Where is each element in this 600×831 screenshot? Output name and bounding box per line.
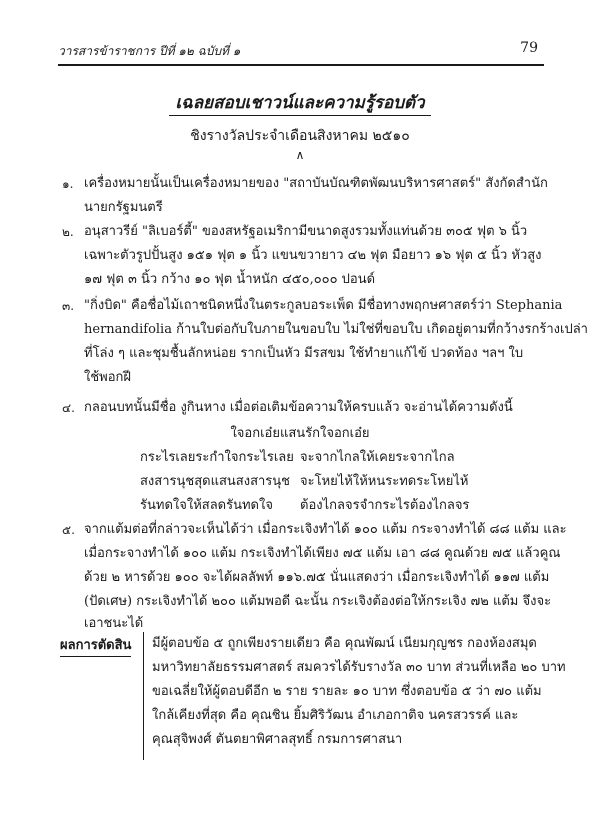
answer-line: ใช้พอกฝี bbox=[84, 370, 132, 385]
result-line: ขอเฉลี่ยให้ผู้ตอบดีอีก ๒ ราย รายละ ๑๐ บาท ซึ่งตอบข้อ ๕ ว่า ๗๐ แต้ม bbox=[152, 684, 542, 699]
answer-line: เมื่อกระจางทำได้ ๑๐๐ แต้ม กระเจิงทำได้เพียง ๗๕ แต้ม เอา ๘๘ คูณด้วย ๗๕ แล้วคูณ bbox=[84, 546, 561, 561]
article-subtitle: ชิงรางวัลประจำเดือนสิงหาคม ๒๕๑๐ bbox=[190, 128, 410, 144]
answer-line: กลอนบทนั้นมีชื่อ งูกินหาง เมื่อต่อเติมข้อความให้ครบแล้ว จะอ่านได้ความดังนี้ bbox=[84, 400, 513, 415]
article-title: เฉลยสอบเชาวน์และความรู้รอบตัว bbox=[0, 89, 600, 116]
answer-number: ๕. bbox=[62, 523, 75, 537]
answer-line: ที่โล่ง ๆ และชุมชื้นลักหน่อย รากเป็นหัว มีรสขม ใช้ทำยาแก้ไข้ ปวดท้อง ฯลฯ ใบ bbox=[84, 346, 524, 361]
poem-verse: จะจากไกลให้เคยระจากไกล bbox=[300, 450, 455, 465]
answer-line: hernandifolia ก้านใบต่อกับใบภายในขอบใบ ไม่ใช่ที่ขอบใบ เกิดอยู่ตามที่กว้างรกร้างเปล่า bbox=[84, 322, 588, 337]
result-line: คุณสุจิพงศ์ ตันตยาพิศาลสุทธิ์ กรมการศาสนา bbox=[152, 732, 403, 747]
poem-verse: กระไรเลยระกำใจกระไรเลย bbox=[140, 450, 294, 465]
answer-line: จากแต้มต่อที่กล่าวจะเห็นได้ว่า เมื่อกระเจิงทำได้ ๑๐๐ แต้ม กระจางทำได้ ๘๘ แต้ม และ bbox=[84, 522, 567, 537]
result-line: มหาวิทยาลัยธรรมศาสตร์ สมควรได้รับรางวัล ๓๐ บาท ส่วนที่เหลือ ๒๐ บาท bbox=[152, 660, 566, 675]
answer-number: ๔. bbox=[62, 401, 75, 415]
header-divider bbox=[58, 64, 544, 66]
journal-title: วารสารข้าราชการ ปีที่ ๑๒ ฉบับที่ ๑ bbox=[58, 44, 241, 58]
answer-number: ๒. bbox=[62, 225, 74, 239]
answer-line: อนุสาวรีย์ "ลิเบอร์ตี้" ของสหรัฐอเมริกามีขนาดสูงรวมทั้งแท่นด้วย ๓๐๕ ฟุต ๖ นิ้ว bbox=[84, 224, 528, 239]
answer-line: เอาชนะได้ bbox=[84, 616, 144, 631]
answer-number: ๓. bbox=[62, 299, 75, 313]
poem-verse: ต้องไกลจรจำกระไรต้องไกลจร bbox=[300, 498, 470, 513]
result-line: มีผู้ตอบข้อ ๕ ถูกเพียงรายเดียว คือ คุณพัฒน์ เนียมกุญชร กองห้องสมุด bbox=[152, 636, 537, 651]
page-number: 79 bbox=[520, 40, 538, 56]
answer-line: ด้วย ๒ หารด้วย ๑๐๐ จะได้ผลลัพท์ ๑๑๖.๗๕ นั่นแสดงว่า เมื่อกระเจิงทำได้ ๑๑๗ แต้ม bbox=[84, 570, 550, 585]
result-divider bbox=[143, 632, 144, 760]
caret-mark: ∧ bbox=[295, 148, 305, 162]
answer-line: "กิ่งบิด" คือชื่อไม้เถาชนิดหนึ่งในตระกูลบอระเพ็ด มีชื่อทางพฤกษศาสตร์ว่า Stephania bbox=[84, 298, 563, 313]
answer-number: ๑. bbox=[62, 177, 74, 191]
poem-verse: จะโหยไห้ให้หนระทดระโหยไห้ bbox=[300, 474, 469, 489]
poem-verse: สงสารนุชสุดแสนสงสารนุช bbox=[140, 474, 290, 489]
answer-line: (ปัดเศษ) กระเจิงทำได้ ๒๐๐ แต้มพอดี ฉะนั้น กระเจิงต้องต่อให้กระเจิง ๗๒ แต้ม จึงจะ bbox=[84, 594, 552, 609]
result-label: ผลการตัดสิน bbox=[60, 634, 131, 657]
answer-line: ๑๗ ฟุต ๓ นิ้ว กว้าง ๑๐ ฟุต น้ำหนัก ๔๕๐,๐๐๐ ปอนด์ bbox=[84, 272, 376, 287]
running-header bbox=[58, 40, 538, 62]
poem-title: ใจอกเอ๋ยแสนรักใจอกเอ๋ย bbox=[230, 426, 370, 441]
poem-verse: รันทดใจให้สลดรันทดใจ bbox=[140, 498, 273, 513]
answer-line: เครื่องหมายนั้นเป็นเครื่องหมายของ "สถาบันบัณฑิตพัฒนบริหารศาสตร์" สังกัดสำนัก bbox=[84, 176, 548, 191]
answer-line: เฉพาะตัวรูปปั้นสูง ๑๕๑ ฟุต ๑ นิ้ว แขนขวายาว ๔๒ ฟุต มือยาว ๑๖ ฟุต ๕ นิ้ว หัวสูง bbox=[84, 248, 542, 263]
result-line: ใกล้เคียงที่สุด คือ คุณชิน ยิ้มศิริวัฒน อำเภอกาติจ นครสวรรค์ และ bbox=[152, 708, 519, 723]
answer-line: นายกรัฐมนตรี bbox=[84, 200, 163, 215]
